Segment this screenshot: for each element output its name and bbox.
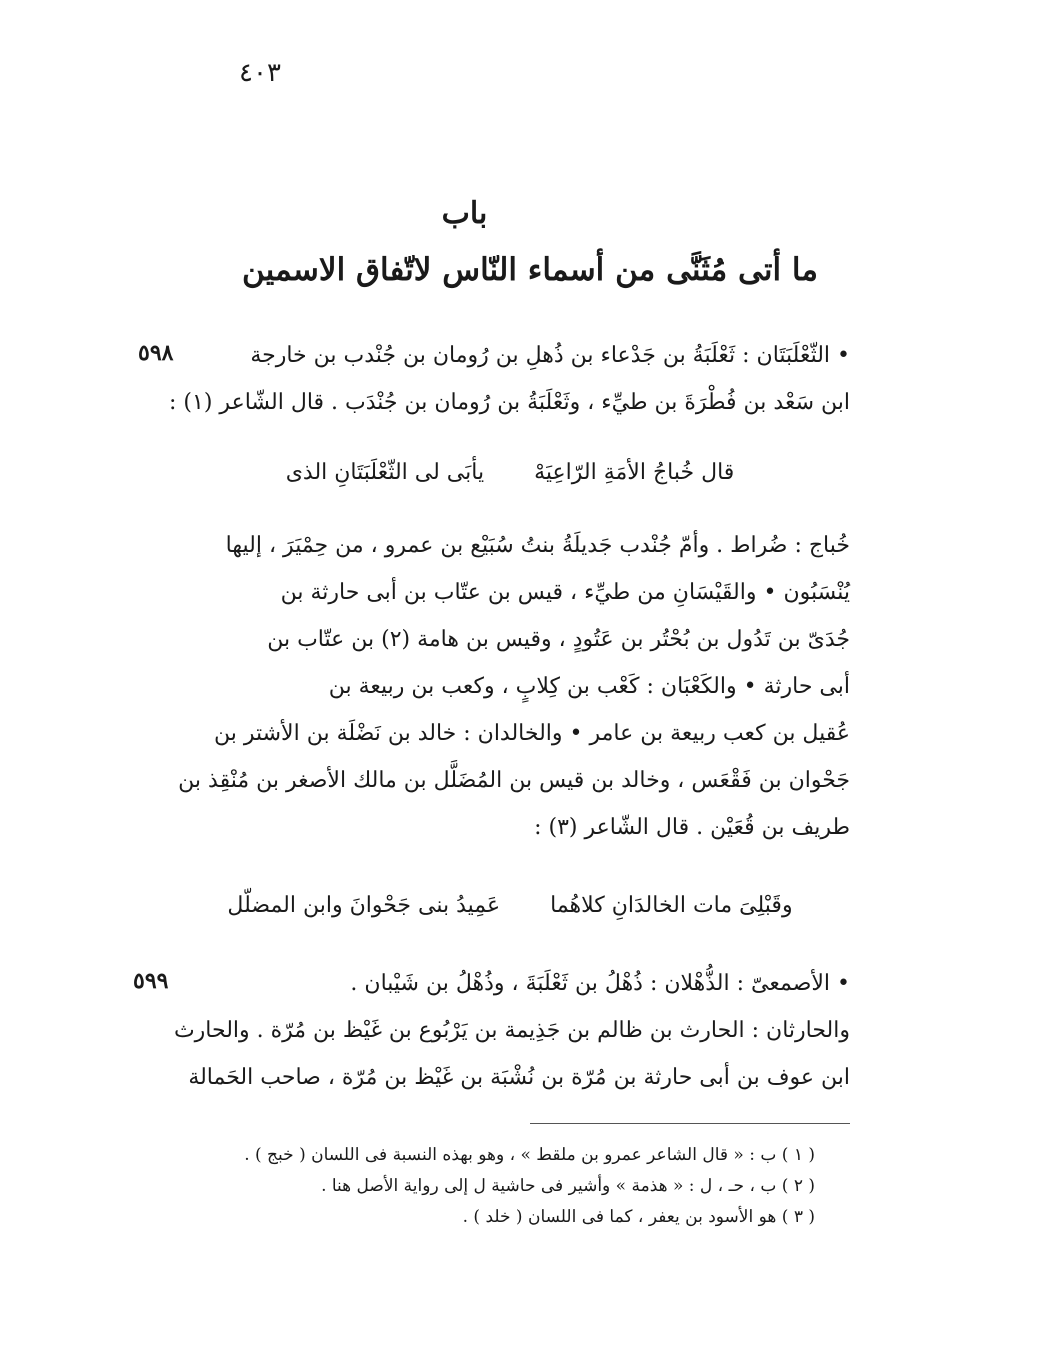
text-line: أبى حارثة • والكَعْبَان : كَعْب بن كِلابٍ ، وكعب بن ربيعة بن <box>328 674 850 699</box>
text-line: • الأصمعىّ : الذُّهْلان : ذُهْلُ بن ثَعْلَبَةَ ، وذُهْلُ بن شَيْبان . <box>350 971 850 996</box>
page-number: ٤٠٣ <box>239 58 281 88</box>
verse-hemistich-right: وقَبْلِىَ مات الخالدَانِ كلاهُما <box>550 893 793 918</box>
text-line: عُقيل بن كعب ربيعة بن عامر • والخالدان : خالد بن نَضْلَة بن الأشتر بن <box>213 721 850 746</box>
footnote: ( ١ ) ب : « قال الشاعر عمرو بن ملقط » ، وهو بهذه النسبة فى اللسان ( خبج ) . <box>244 1145 815 1165</box>
entry-number: ٥٩٩ <box>133 968 169 994</box>
text-line: خُباج : ضُراط . وأمّ جُنْدب جَديلَةُ بنتُ سُبَيْع بن عمرو ، من حِمْيَرَ ، إليها <box>225 533 850 558</box>
entry-number: ٥٩٨ <box>138 340 174 366</box>
footnote: ( ٣ ) هو الأسود بن يعفر ، كما فى اللسان ( خلد ) . <box>462 1207 815 1227</box>
entry-paragraph <box>173 960 850 1101</box>
text-line: جُدَىّ بن تَدُول بن بُحْتُر بن عَتُودٍ ، وقيس بن هامة (٢) بن عتّاب بن <box>267 627 850 652</box>
text-line: ابن عوف بن أبى حارثة بن مُرّة بن نُشْبَة بن غَيْظ بن مُرّة ، صاحب الحَمالة <box>188 1065 850 1090</box>
verse-hemistich-left: عَمِيدُ بنى جَحْوانَ وابن المضلّل <box>227 893 501 918</box>
text-line: والحارثان : الحارث بن ظالم بن جَذِيمة بن يَرْبُوع بن غَيْظ بن مُرّة . والحارث <box>173 1018 850 1043</box>
text-line: جَحْوان بن فَقْعَس ، وخالد بن قيس بن المُضَلَّل بن مالك الأصغر بن مُنْقِذ بن <box>178 768 850 793</box>
footnote: ( ٢ ) ب ، حـ ، ل : « هذمة » وأشير فى حاشية ل إلى رواية الأصل هنا . <box>321 1176 815 1196</box>
verse-hemistich-right: قال خُباجُ الأمَةِ الرّاعِيَهْ <box>534 460 735 485</box>
poetry-verse <box>150 893 870 918</box>
poetry-verse <box>150 460 870 485</box>
entry-paragraph <box>178 522 850 851</box>
chapter-label: باب <box>441 196 488 231</box>
footnotes <box>220 1140 815 1233</box>
entry-paragraph <box>169 332 850 426</box>
verse-hemistich-left: يأبَى لى الثّعْلَبَتَانِ الذى <box>285 460 485 485</box>
footnote-divider <box>530 1123 850 1124</box>
chapter-title: ما أتى مُثَنَّى من أسماء النّاس لاتّفاق الاسمين <box>242 252 818 288</box>
text-line: يُنْسَبُون • والقَيْسَانِ من طيِّء ، قيس بن عتّاب بن أبى حارثة بن <box>280 580 850 605</box>
text-line: • الثّعْلَبَتَان : ثَعْلَبَةُ بن جَدْعاء بن ذُهلِ بن رُومان بن جُنْدب بن خارجة <box>250 343 850 368</box>
text-line: ابن سَعْد بن فُطْرَةَ بن طيِّء ، وثَعْلَبَةُ بن رُومان بن جُنْدَب . قال الشّاعر (١) : <box>169 390 850 415</box>
text-line: طريف بن قُعَيْن . قال الشّاعر (٣) : <box>534 815 850 840</box>
